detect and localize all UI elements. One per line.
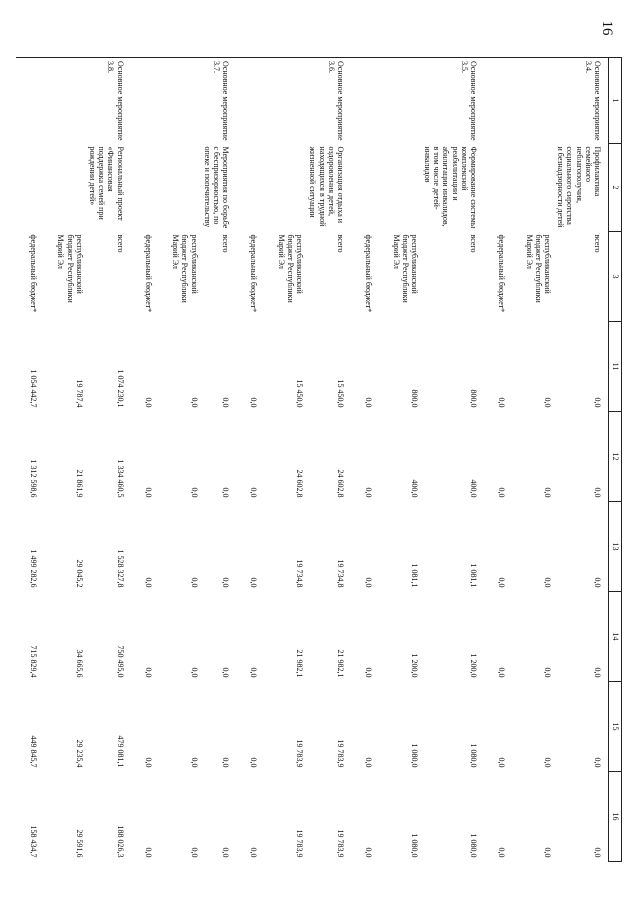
activity-name-cell [131, 144, 157, 232]
amount-cell: 21 982,1 [295, 649, 305, 678]
column-header: 16 [609, 772, 622, 862]
table-row [16, 58, 42, 862]
amount-cell: 0,0 [497, 487, 507, 498]
amount-cell: 1 200,0 [409, 653, 419, 678]
funding-source-cell: республиканский бюджет Республики Марий Эл [391, 234, 419, 303]
funding-source-cell: всего [469, 234, 479, 253]
activity-code-cell [484, 58, 510, 144]
activity-name-cell: Формирование системы комплексной реабилитации и абилитации инвалидов, в том числе детей-инвалидов [423, 146, 479, 229]
funding-source-cell: всего [115, 234, 125, 253]
amount-cell: 15 450,0 [335, 379, 345, 408]
amount-cell: 0,0 [363, 667, 373, 678]
amount-cell: 1 074 230,1 [115, 369, 125, 408]
amount-cell: 0,0 [497, 397, 507, 408]
column-header: 14 [609, 592, 622, 682]
amount-cell: 400,0 [469, 479, 479, 498]
amount-cell: 0,0 [143, 487, 153, 498]
funding-source-cell: всего [335, 234, 345, 253]
amount-cell: 19 787,4 [74, 379, 84, 408]
column-header: 11 [609, 322, 622, 412]
amount-cell: 0,0 [249, 487, 259, 498]
amount-cell: 0,0 [363, 487, 373, 498]
amount-cell: 0,0 [497, 847, 507, 858]
amount-cell: 29 591,6 [74, 829, 84, 858]
table-row [556, 58, 608, 862]
amount-cell: 0,0 [143, 757, 153, 768]
amount-cell: 0,0 [189, 397, 199, 408]
amount-cell: 0,0 [497, 757, 507, 768]
activity-code-cell [157, 58, 203, 144]
amount-cell: 0,0 [497, 667, 507, 678]
column-header: 1 [609, 58, 622, 144]
table-row [377, 58, 423, 862]
amount-cell: 0,0 [249, 847, 259, 858]
amount-cell: 0,0 [593, 757, 602, 768]
table-row [157, 58, 203, 862]
amount-cell: 1 200,0 [469, 653, 479, 678]
funding-source-cell: республиканский бюджет Республики Марий Эл [56, 234, 84, 303]
amount-cell: 19 734,8 [295, 559, 305, 588]
activity-code-cell [377, 58, 423, 144]
amount-cell: 15 450,0 [295, 379, 305, 408]
amount-cell: 1 080,0 [409, 833, 419, 858]
amount-cell: 0,0 [543, 847, 553, 858]
amount-cell: 0,0 [543, 397, 553, 408]
funding-source-cell: всего [221, 234, 231, 253]
activity-name-cell [42, 144, 88, 232]
amount-cell: 24 602,8 [295, 469, 305, 498]
amount-cell: 0,0 [543, 487, 553, 498]
activity-code-cell [510, 58, 556, 144]
table-row [308, 58, 351, 862]
amount-cell: 449 845,7 [28, 735, 38, 768]
table-row [42, 58, 88, 862]
amount-cell: 29 235,4 [74, 739, 84, 768]
amount-cell: 0,0 [593, 487, 602, 498]
table-row [484, 58, 510, 862]
funding-source-cell: федеральный бюджет* [249, 234, 259, 313]
amount-cell: 0,0 [221, 487, 231, 498]
amount-cell: 0,0 [189, 847, 199, 858]
amount-cell: 19 734,8 [335, 559, 345, 588]
activity-name-cell [262, 144, 308, 232]
amount-cell: 800,0 [469, 389, 479, 408]
amount-cell: 188 026,3 [115, 825, 125, 858]
amount-cell: 1 081,1 [469, 563, 479, 588]
activity-code-cell [236, 58, 262, 144]
amount-cell: 0,0 [221, 577, 231, 588]
column-header: 15 [609, 682, 622, 772]
amount-cell: 29 045,2 [74, 559, 84, 588]
funding-source-cell: всего [593, 234, 602, 253]
amount-cell: 0,0 [143, 397, 153, 408]
amount-cell: 750 495,0 [115, 645, 125, 678]
amount-cell: 1 528 327,8 [115, 549, 125, 588]
table-row [236, 58, 262, 862]
amount-cell: 0,0 [363, 847, 373, 858]
activity-name-cell [510, 144, 556, 232]
activity-name-cell [16, 144, 42, 232]
amount-cell: 0,0 [593, 847, 602, 858]
amount-cell: 19 783,9 [295, 739, 305, 768]
amount-cell: 0,0 [143, 667, 153, 678]
activity-code-cell: Основное мероприятие 3.7. [203, 58, 237, 144]
column-header: 2 [609, 144, 622, 232]
amount-cell: 0,0 [249, 397, 259, 408]
funding-source-cell: республиканский бюджет Республики Марий Эл [171, 234, 199, 303]
page-number: 16 [599, 20, 615, 36]
amount-cell: 1 312 598,6 [28, 459, 38, 498]
amount-cell: 19 783,9 [295, 829, 305, 858]
amount-cell: 1 080,0 [469, 743, 479, 768]
table-row [351, 58, 377, 862]
column-header: 12 [609, 412, 622, 502]
amount-cell: 0,0 [249, 667, 259, 678]
amount-cell: 0,0 [143, 847, 153, 858]
amount-cell: 0,0 [221, 667, 231, 678]
amount-cell: 400,0 [409, 479, 419, 498]
activity-name-cell [484, 144, 510, 232]
amount-cell: 479 081,1 [115, 735, 125, 768]
amount-cell: 800,0 [409, 389, 419, 408]
table-row [262, 58, 308, 862]
table-body [16, 58, 609, 862]
activity-code-cell: Основное мероприятие 3.8. [88, 58, 131, 144]
amount-cell: 1 080,0 [469, 833, 479, 858]
funding-source-cell: федеральный бюджет* [497, 234, 507, 313]
amount-cell: 1 334 460,5 [115, 459, 125, 498]
activity-code-cell [42, 58, 88, 144]
funding-source-cell: федеральный бюджет* [363, 234, 373, 313]
table-row [88, 58, 131, 862]
table-header [609, 58, 622, 862]
funding-source-cell: федеральный бюджет* [28, 234, 38, 313]
activity-code-cell [131, 58, 157, 144]
activity-code-cell [16, 58, 42, 144]
amount-cell: 34 665,6 [74, 649, 84, 678]
amount-cell: 19 783,9 [335, 829, 345, 858]
activity-name-cell [377, 144, 423, 232]
activity-name-cell: Мероприятия по борьбе с беспризорностью, по опеке и попечительству [202, 146, 231, 229]
column-header: 13 [609, 502, 622, 592]
amount-cell: 0,0 [249, 757, 259, 768]
funding-source-cell: республиканский бюджет Республики Марий Эл [524, 234, 553, 303]
amount-cell: 1 080,0 [409, 743, 419, 768]
amount-cell: 1 081,1 [409, 563, 419, 588]
amount-cell: 0,0 [543, 577, 553, 588]
amount-cell: 0,0 [249, 577, 259, 588]
table-row [203, 58, 237, 862]
table-row [510, 58, 556, 862]
activity-name-cell [157, 144, 203, 232]
amount-cell: 0,0 [593, 397, 602, 408]
amount-cell: 0,0 [221, 757, 231, 768]
amount-cell: 24 602,8 [335, 469, 345, 498]
amount-cell: 0,0 [593, 577, 602, 588]
rotated-table-container [28, 57, 622, 861]
funding-source-cell: республиканский бюджет Республики Марий Эл [276, 234, 305, 303]
funding-source-cell: федеральный бюджет* [143, 234, 153, 313]
activity-name-cell: Региональный проект «Финансовая поддержка семей при рождении детей» [88, 146, 125, 221]
budget-table [16, 57, 622, 862]
amount-cell: 0,0 [363, 577, 373, 588]
amount-cell: 0,0 [189, 757, 199, 768]
activity-name-cell [351, 144, 377, 232]
table-row [423, 58, 484, 862]
column-header: 3 [609, 232, 622, 322]
amount-cell: 0,0 [143, 577, 153, 588]
amount-cell: 1 499 282,6 [28, 549, 38, 588]
amount-cell: 0,0 [543, 757, 553, 768]
activity-name-cell: Организация отдыха и оздоровления детей, находящихся в трудной жизненной ситуации [308, 146, 345, 227]
amount-cell: 0,0 [221, 847, 231, 858]
amount-cell: 21 982,1 [335, 649, 345, 678]
activity-name-cell [236, 144, 262, 232]
amount-cell: 0,0 [363, 757, 373, 768]
amount-cell: 0,0 [363, 397, 373, 408]
activity-code-cell: Основное мероприятие 3.4. [556, 58, 608, 144]
activity-name-cell: Профилактика семейного неблагополучия, социального сиротства и безнадзорности детей [556, 146, 602, 228]
amount-cell: 715 829,4 [28, 645, 38, 678]
amount-cell: 21 861,9 [74, 469, 84, 498]
amount-cell: 0,0 [221, 397, 231, 408]
amount-cell: 0,0 [189, 577, 199, 588]
activity-code-cell: Основное мероприятие 3.6. [308, 58, 351, 144]
activity-code-cell [262, 58, 308, 144]
amount-cell: 0,0 [543, 667, 553, 678]
table-row [131, 58, 157, 862]
activity-code-cell: Основное мероприятие 3.5. [423, 58, 484, 144]
amount-cell: 19 783,9 [335, 739, 345, 768]
activity-code-cell [351, 58, 377, 144]
amount-cell: 0,0 [189, 487, 199, 498]
amount-cell: 0,0 [189, 667, 199, 678]
amount-cell: 158 434,7 [28, 825, 38, 858]
amount-cell: 0,0 [497, 577, 507, 588]
amount-cell: 1 054 442,7 [28, 369, 38, 408]
amount-cell: 0,0 [593, 667, 602, 678]
